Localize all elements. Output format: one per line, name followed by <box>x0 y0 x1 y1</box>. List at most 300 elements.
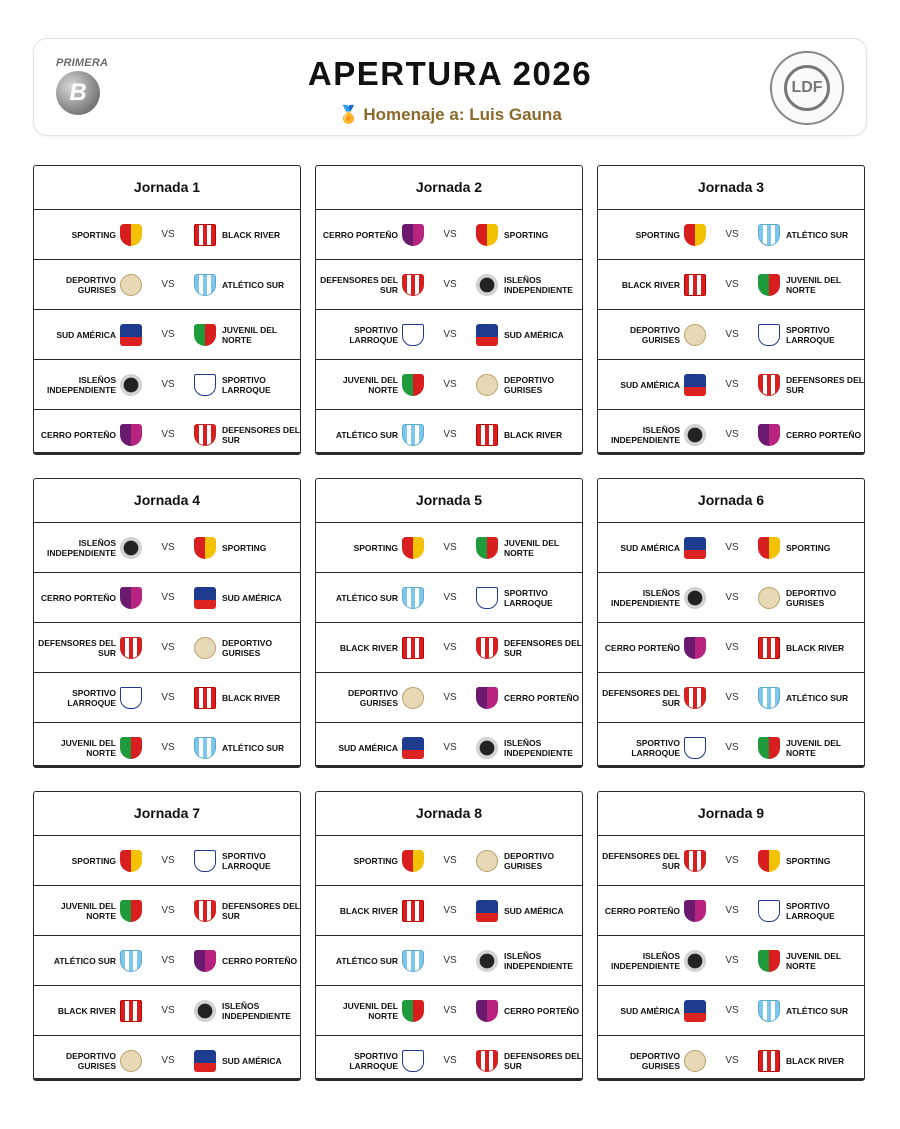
sportivo-larroque-crest-icon <box>758 900 780 922</box>
round-title: Jornada 5 <box>316 479 582 523</box>
home-team-name: SPORTIVO LARROQUE <box>67 687 116 708</box>
away-team <box>194 836 306 885</box>
match-row <box>316 936 582 986</box>
home-team-name: ATLÉTICO SUR <box>335 955 398 966</box>
league-logo-icon <box>784 65 830 111</box>
deportivo-gurises-crest-icon <box>684 324 706 346</box>
match-row <box>34 836 300 886</box>
home-team-name: BLACK RIVER <box>57 1005 116 1016</box>
juvenil-del-norte-crest-icon <box>758 737 780 759</box>
home-team-name: ATLÉTICO SUR <box>335 592 398 603</box>
home-team <box>314 210 424 259</box>
home-team <box>596 936 706 985</box>
away-team <box>194 623 306 672</box>
vs-label: VS <box>443 1055 457 1066</box>
home-team-name: ATLÉTICO SUR <box>335 429 398 440</box>
away-team-name: DEPORTIVO GURISES <box>504 374 555 395</box>
home-team-name: DEFENSORES DEL SUR <box>602 850 680 871</box>
match-row <box>34 410 300 459</box>
away-team-name: JUVENIL DEL NORTE <box>786 737 841 758</box>
away-team <box>476 673 588 722</box>
sporting-crest-icon <box>120 224 142 246</box>
away-team <box>758 260 870 309</box>
sud-america-crest-icon <box>476 324 498 346</box>
home-team <box>314 986 424 1035</box>
match-row <box>598 210 864 260</box>
match-row <box>598 523 864 573</box>
match-row <box>598 986 864 1036</box>
away-team-name: ATLÉTICO SUR <box>786 692 849 703</box>
match-row <box>34 260 300 310</box>
home-team <box>32 1036 142 1085</box>
home-team <box>32 573 142 622</box>
match-row <box>34 573 300 623</box>
home-team <box>596 673 706 722</box>
home-team-name: CERRO PORTEÑO <box>40 592 116 603</box>
match-row <box>34 623 300 673</box>
away-team <box>476 310 588 359</box>
subtitle-text: Homenaje a: Luis Gauna <box>363 105 562 124</box>
away-team-name: SUD AMÉRICA <box>222 1055 282 1066</box>
sud-america-crest-icon <box>684 374 706 396</box>
away-team <box>194 673 306 722</box>
sportivo-larroque-crest-icon <box>194 374 216 396</box>
juvenil-del-norte-crest-icon <box>402 374 424 396</box>
sud-america-crest-icon <box>476 900 498 922</box>
match-row <box>598 1036 864 1085</box>
vs-label: VS <box>161 955 175 966</box>
match-row <box>316 410 582 459</box>
cerro-porteno-crest-icon <box>194 950 216 972</box>
home-team-name: SUD AMÉRICA <box>620 1005 680 1016</box>
vs-label: VS <box>725 329 739 340</box>
match-row <box>598 260 864 310</box>
away-team <box>758 210 870 259</box>
match-row <box>34 936 300 986</box>
match-row <box>316 836 582 886</box>
vs-label: VS <box>443 379 457 390</box>
away-team-name: BLACK RIVER <box>222 692 281 703</box>
home-team-name: CERRO PORTEÑO <box>322 229 398 240</box>
match-row <box>598 936 864 986</box>
home-team <box>596 723 706 772</box>
sportivo-larroque-crest-icon <box>402 1050 424 1072</box>
away-team-name: SPORTING <box>222 542 267 553</box>
away-team-name: JUVENIL DEL NORTE <box>786 950 841 971</box>
away-team <box>194 1036 306 1085</box>
juvenil-del-norte-crest-icon <box>476 537 498 559</box>
home-team-name: ATLÉTICO SUR <box>53 955 116 966</box>
atletico-sur-crest-icon <box>194 274 216 296</box>
away-team <box>194 936 306 985</box>
black-river-crest-icon <box>194 224 216 246</box>
juvenil-del-norte-crest-icon <box>120 900 142 922</box>
deportivo-gurises-crest-icon <box>476 374 498 396</box>
home-team <box>32 673 142 722</box>
away-team-name: SPORTIVO LARROQUE <box>504 587 553 608</box>
round-title: Jornada 9 <box>598 792 864 836</box>
islenos-independiente-crest-icon <box>684 950 706 972</box>
away-team-name: ATLÉTICO SUR <box>222 279 285 290</box>
vs-label: VS <box>443 329 457 340</box>
home-team-name: JUVENIL DEL NORTE <box>342 1000 398 1021</box>
deportivo-gurises-crest-icon <box>120 274 142 296</box>
home-team-name: SUD AMÉRICA <box>620 379 680 390</box>
vs-label: VS <box>443 642 457 653</box>
away-team-name: DEPORTIVO GURISES <box>786 587 837 608</box>
sporting-crest-icon <box>476 224 498 246</box>
away-team <box>476 210 588 259</box>
cerro-porteno-crest-icon <box>684 637 706 659</box>
home-team-name: JUVENIL DEL NORTE <box>60 737 116 758</box>
black-river-crest-icon <box>402 637 424 659</box>
home-team <box>596 410 706 459</box>
away-team-name: BLACK RIVER <box>786 1055 845 1066</box>
atletico-sur-crest-icon <box>402 587 424 609</box>
vs-label: VS <box>161 692 175 703</box>
match-row <box>316 210 582 260</box>
sporting-crest-icon <box>758 537 780 559</box>
vs-label: VS <box>443 742 457 753</box>
vs-label: VS <box>161 1055 175 1066</box>
page-title: APERTURA 2026 <box>307 55 593 92</box>
round-title: Jornada 2 <box>316 166 582 210</box>
match-row <box>598 836 864 886</box>
away-team <box>476 360 588 409</box>
home-team <box>32 410 142 459</box>
sporting-crest-icon <box>402 850 424 872</box>
vs-label: VS <box>725 1005 739 1016</box>
match-row <box>316 1036 582 1085</box>
vs-label: VS <box>161 229 175 240</box>
juvenil-del-norte-crest-icon <box>194 324 216 346</box>
juvenil-del-norte-crest-icon <box>120 737 142 759</box>
home-team <box>32 260 142 309</box>
home-team-name: BLACK RIVER <box>339 905 398 916</box>
home-team-name: JUVENIL DEL NORTE <box>342 374 398 395</box>
home-team-name: BLACK RIVER <box>339 642 398 653</box>
home-team-name: SPORTIVO LARROQUE <box>349 324 398 345</box>
away-team <box>476 986 588 1035</box>
deportivo-gurises-crest-icon <box>758 587 780 609</box>
home-team <box>596 360 706 409</box>
home-team <box>314 573 424 622</box>
page-subtitle <box>34 105 866 125</box>
vs-label: VS <box>725 1055 739 1066</box>
islenos-independiente-crest-icon <box>194 1000 216 1022</box>
sud-america-crest-icon <box>684 1000 706 1022</box>
home-team <box>32 210 142 259</box>
away-team-name: DEPORTIVO GURISES <box>504 850 555 871</box>
match-row <box>598 673 864 723</box>
atletico-sur-crest-icon <box>758 687 780 709</box>
match-row <box>316 723 582 772</box>
away-team <box>758 936 870 985</box>
juvenil-del-norte-crest-icon <box>402 1000 424 1022</box>
home-team-name: SUD AMÉRICA <box>338 742 398 753</box>
away-team <box>758 673 870 722</box>
home-team-name: SPORTING <box>71 229 116 240</box>
match-row <box>598 723 864 772</box>
home-team-name: SPORTIVO LARROQUE <box>631 737 680 758</box>
away-team-name: SUD AMÉRICA <box>222 592 282 603</box>
away-team-name: ATLÉTICO SUR <box>222 742 285 753</box>
vs-label: VS <box>725 955 739 966</box>
home-team-name: SPORTING <box>353 542 398 553</box>
home-team <box>314 623 424 672</box>
sportivo-larroque-crest-icon <box>120 687 142 709</box>
away-team-name: DEPORTIVO GURISES <box>222 637 273 658</box>
away-team <box>476 886 588 935</box>
defensores-del-sur-crest-icon <box>194 900 216 922</box>
home-team-name: JUVENIL DEL NORTE <box>60 900 116 921</box>
away-team <box>758 986 870 1035</box>
home-team <box>596 260 706 309</box>
black-river-crest-icon <box>402 900 424 922</box>
black-river-crest-icon <box>758 1050 780 1072</box>
away-team-name: BLACK RIVER <box>222 229 281 240</box>
away-team-name: SPORTIVO LARROQUE <box>222 850 271 871</box>
defensores-del-sur-crest-icon <box>194 424 216 446</box>
vs-label: VS <box>443 855 457 866</box>
vs-label: VS <box>725 642 739 653</box>
home-team <box>32 623 142 672</box>
away-team <box>758 886 870 935</box>
match-row <box>598 886 864 936</box>
home-team <box>314 723 424 772</box>
vs-label: VS <box>725 379 739 390</box>
home-team <box>32 936 142 985</box>
away-team <box>758 410 870 459</box>
cerro-porteno-crest-icon <box>402 224 424 246</box>
away-team-name: BLACK RIVER <box>504 429 563 440</box>
away-team-name: DEFENSORES DEL SUR <box>504 637 582 658</box>
round-card-7 <box>33 791 301 1081</box>
home-team-name: SUD AMÉRICA <box>56 329 116 340</box>
vs-label: VS <box>443 692 457 703</box>
match-row <box>34 523 300 573</box>
home-team <box>596 573 706 622</box>
juvenil-del-norte-crest-icon <box>758 950 780 972</box>
match-row <box>598 573 864 623</box>
match-row <box>34 310 300 360</box>
vs-label: VS <box>443 955 457 966</box>
sportivo-larroque-crest-icon <box>684 737 706 759</box>
home-team <box>596 310 706 359</box>
home-team-name: ISLEÑOS INDEPENDIENTE <box>47 374 116 395</box>
home-team <box>32 986 142 1035</box>
islenos-independiente-crest-icon <box>476 737 498 759</box>
vs-label: VS <box>725 692 739 703</box>
vs-label: VS <box>161 742 175 753</box>
away-team <box>476 410 588 459</box>
round-card-2 <box>315 165 583 455</box>
home-team <box>32 360 142 409</box>
match-row <box>34 986 300 1036</box>
match-row <box>316 886 582 936</box>
defensores-del-sur-crest-icon <box>120 637 142 659</box>
cerro-porteno-crest-icon <box>476 1000 498 1022</box>
primera-logo-text: PRIMERA <box>56 57 109 69</box>
away-team <box>476 623 588 672</box>
vs-label: VS <box>161 379 175 390</box>
vs-label: VS <box>443 592 457 603</box>
home-team-name: SPORTING <box>635 229 680 240</box>
home-team <box>32 886 142 935</box>
islenos-independiente-crest-icon <box>120 374 142 396</box>
away-team-name: ISLEÑOS INDEPENDIENTE <box>504 950 573 971</box>
away-team <box>758 523 870 572</box>
match-row <box>316 673 582 723</box>
away-team <box>194 573 306 622</box>
black-river-crest-icon <box>476 424 498 446</box>
match-row <box>34 723 300 772</box>
home-team <box>596 210 706 259</box>
home-team <box>596 886 706 935</box>
deportivo-gurises-crest-icon <box>194 637 216 659</box>
home-team-name: DEFENSORES DEL SUR <box>602 687 680 708</box>
home-team <box>314 1036 424 1085</box>
vs-label: VS <box>161 855 175 866</box>
vs-label: VS <box>725 429 739 440</box>
home-team-name: SUD AMÉRICA <box>620 542 680 553</box>
away-team <box>476 573 588 622</box>
round-card-6 <box>597 478 865 768</box>
vs-label: VS <box>443 905 457 916</box>
match-row <box>34 210 300 260</box>
away-team <box>194 360 306 409</box>
deportivo-gurises-crest-icon <box>684 1050 706 1072</box>
sud-america-crest-icon <box>194 1050 216 1072</box>
juvenil-del-norte-crest-icon <box>758 274 780 296</box>
cerro-porteno-crest-icon <box>684 900 706 922</box>
vs-label: VS <box>443 279 457 290</box>
away-team-name: SPORTIVO LARROQUE <box>222 374 271 395</box>
home-team <box>596 1036 706 1085</box>
match-row <box>598 410 864 459</box>
away-team-name: DEFENSORES DEL SUR <box>504 1050 582 1071</box>
home-team <box>314 523 424 572</box>
away-team-name: DEFENSORES DEL SUR <box>786 374 864 395</box>
away-team <box>194 410 306 459</box>
deportivo-gurises-crest-icon <box>120 1050 142 1072</box>
away-team <box>476 1036 588 1085</box>
atletico-sur-crest-icon <box>758 224 780 246</box>
islenos-independiente-crest-icon <box>476 950 498 972</box>
match-row <box>598 623 864 673</box>
away-team <box>758 310 870 359</box>
vs-label: VS <box>161 905 175 916</box>
defensores-del-sur-crest-icon <box>476 637 498 659</box>
sportivo-larroque-crest-icon <box>476 587 498 609</box>
sud-america-crest-icon <box>402 737 424 759</box>
match-row <box>34 673 300 723</box>
home-team <box>32 523 142 572</box>
atletico-sur-crest-icon <box>194 737 216 759</box>
round-card-9 <box>597 791 865 1081</box>
away-team-name: SPORTING <box>786 542 831 553</box>
home-team <box>596 623 706 672</box>
home-team-name: BLACK RIVER <box>621 279 680 290</box>
home-team-name: SPORTIVO LARROQUE <box>349 1050 398 1071</box>
away-team-name: CERRO PORTEÑO <box>222 955 298 966</box>
round-title: Jornada 4 <box>34 479 300 523</box>
away-team-name: ATLÉTICO SUR <box>786 229 849 240</box>
home-team <box>596 836 706 885</box>
away-team <box>476 260 588 309</box>
match-row <box>598 360 864 410</box>
match-row <box>316 360 582 410</box>
home-team-name: ISLEÑOS INDEPENDIENTE <box>611 587 680 608</box>
islenos-independiente-crest-icon <box>684 424 706 446</box>
sportivo-larroque-crest-icon <box>194 850 216 872</box>
league-logo-monogram: LDF <box>791 79 823 96</box>
home-team-name: CERRO PORTEÑO <box>604 642 680 653</box>
round-title: Jornada 1 <box>34 166 300 210</box>
away-team-name: ATLÉTICO SUR <box>786 1005 849 1016</box>
defensores-del-sur-crest-icon <box>684 850 706 872</box>
match-row <box>316 523 582 573</box>
away-team <box>194 886 306 935</box>
black-river-crest-icon <box>684 274 706 296</box>
vs-label: VS <box>161 329 175 340</box>
away-team <box>476 936 588 985</box>
away-team-name: JUVENIL DEL NORTE <box>504 537 559 558</box>
black-river-crest-icon <box>120 1000 142 1022</box>
header-banner <box>33 38 867 136</box>
vs-label: VS <box>725 229 739 240</box>
away-team-name: SPORTIVO LARROQUE <box>786 900 835 921</box>
vs-label: VS <box>161 279 175 290</box>
vs-label: VS <box>161 592 175 603</box>
match-row <box>598 310 864 360</box>
match-row <box>316 573 582 623</box>
sporting-crest-icon <box>684 224 706 246</box>
atletico-sur-crest-icon <box>120 950 142 972</box>
vs-label: VS <box>725 905 739 916</box>
deportivo-gurises-crest-icon <box>402 687 424 709</box>
home-team-name: DEFENSORES DEL SUR <box>38 637 116 658</box>
match-row <box>34 360 300 410</box>
home-team <box>314 836 424 885</box>
vs-label: VS <box>443 429 457 440</box>
away-team-name: JUVENIL DEL NORTE <box>222 324 277 345</box>
away-team-name: DEFENSORES DEL SUR <box>222 900 300 921</box>
sporting-crest-icon <box>120 850 142 872</box>
away-team-name: SPORTIVO LARROQUE <box>786 324 835 345</box>
round-title: Jornada 8 <box>316 792 582 836</box>
sporting-crest-icon <box>758 850 780 872</box>
vs-label: VS <box>443 229 457 240</box>
away-team-name: SPORTING <box>504 229 549 240</box>
vs-label: VS <box>161 642 175 653</box>
away-team-name: SUD AMÉRICA <box>504 329 564 340</box>
round-title: Jornada 6 <box>598 479 864 523</box>
black-river-crest-icon <box>758 637 780 659</box>
away-team <box>758 573 870 622</box>
home-team <box>314 310 424 359</box>
away-team-name: DEFENSORES DEL SUR <box>222 424 300 445</box>
home-team-name: CERRO PORTEÑO <box>40 429 116 440</box>
home-team-name: DEPORTIVO GURISES <box>347 687 398 708</box>
round-card-8 <box>315 791 583 1081</box>
home-team-name: DEPORTIVO GURISES <box>65 274 116 295</box>
away-team <box>476 723 588 772</box>
match-row <box>316 260 582 310</box>
match-row <box>316 986 582 1036</box>
match-row <box>34 886 300 936</box>
home-team <box>314 260 424 309</box>
